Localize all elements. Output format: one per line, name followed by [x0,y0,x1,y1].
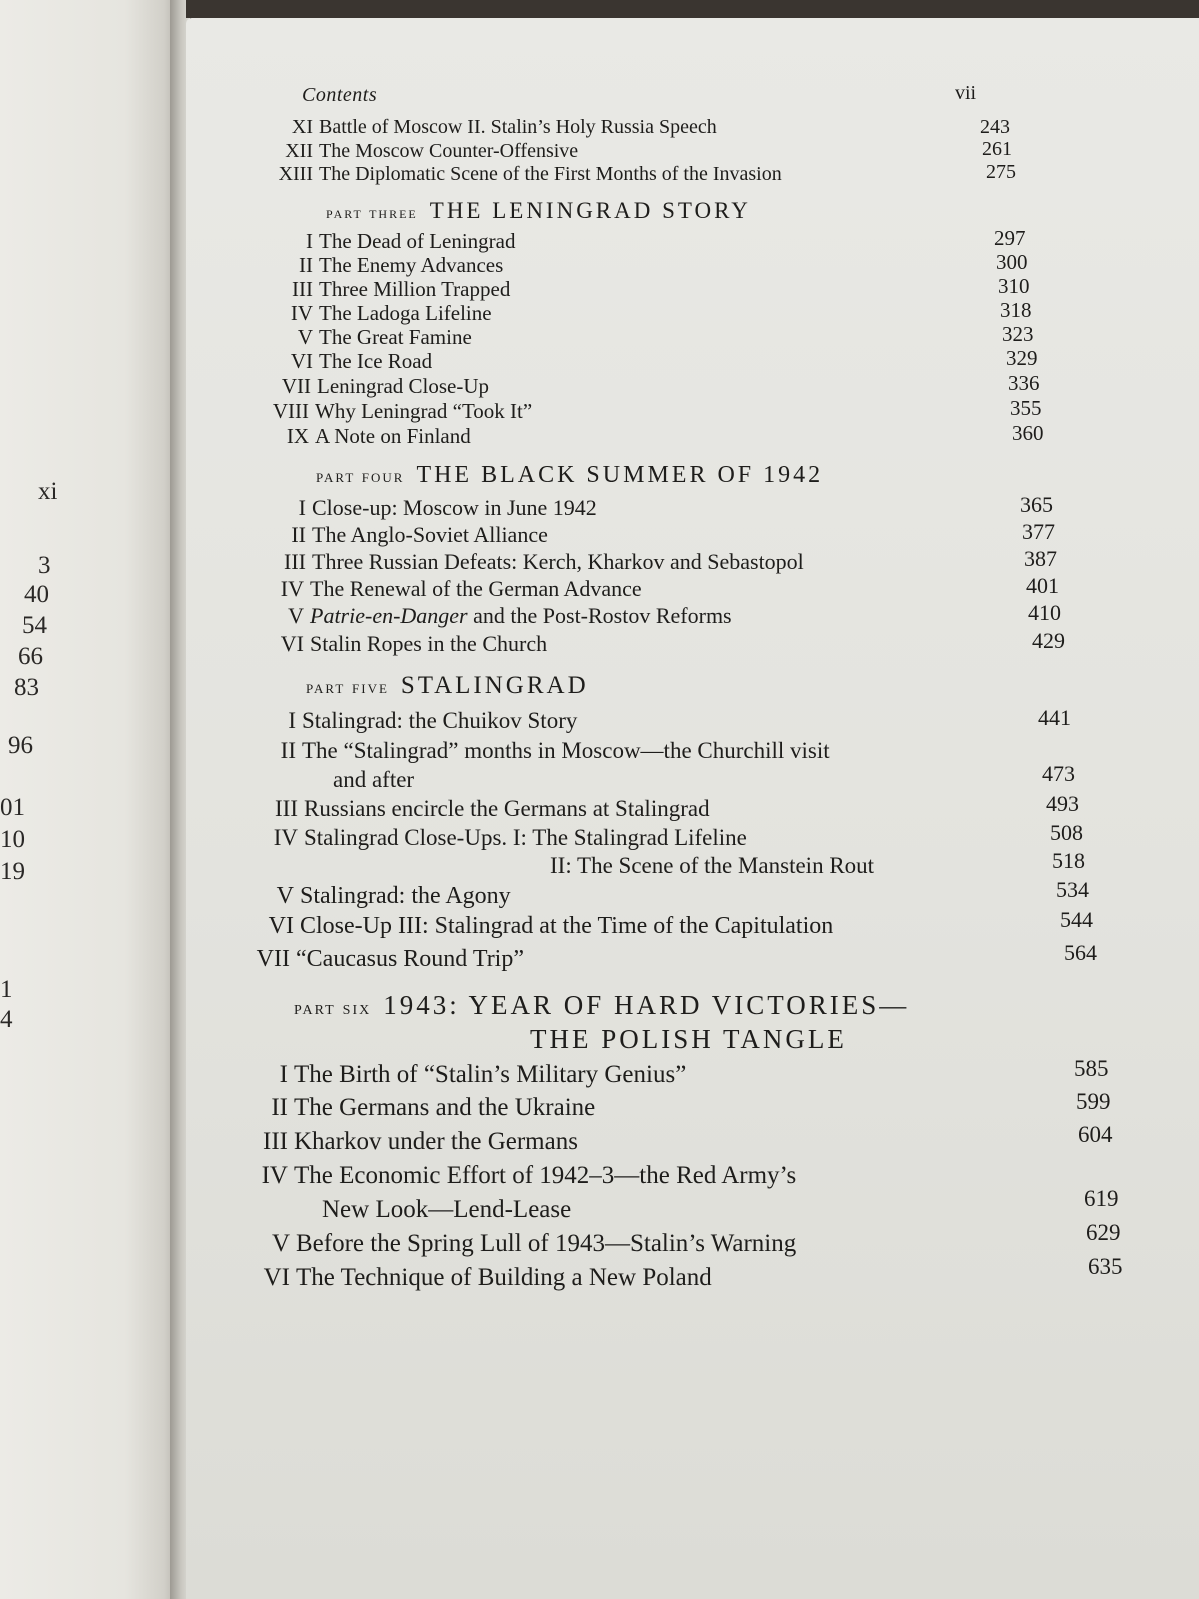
toc-page-number: 564 [1064,940,1097,965]
toc-page-number: 493 [1046,791,1079,816]
background-edge [186,0,1199,18]
left-page-number: 3 [38,552,51,579]
toc-page-number: 508 [1050,820,1083,845]
toc-page-number: 410 [1028,600,1061,625]
toc-page-number: 261 [982,138,1012,160]
toc-page-number: 473 [1042,761,1075,786]
left-page-number: 40 [24,581,49,608]
part-heading-line2: THE POLISH TANGLE [530,1024,847,1054]
toc-page-number: 336 [1008,371,1040,395]
toc-page-number: 604 [1078,1122,1113,1147]
toc-entry: VI Stalin Ropes in the Church [280,631,548,656]
toc-entry: IV The Ladoga Lifeline [290,301,492,325]
toc-entry: V Before the Spring Lull of 1943—Stalin’s Warning [271,1230,797,1257]
toc-entry: I The Dead of Leningrad [306,229,516,253]
toc-page-number: 355 [1010,396,1042,420]
toc-page-number: 377 [1022,519,1055,544]
toc-page-number: 635 [1088,1254,1123,1279]
left-page-number: 4 [0,1006,13,1033]
toc-entry: VI The Ice Road [290,349,433,373]
toc-page-number: 441 [1038,705,1071,730]
left-page-number: xi [38,478,58,505]
toc-page-number: 243 [980,116,1010,138]
left-page-number: 10 [0,826,25,853]
toc-entry: XIII The Diplomatic Scene of the First Months of the Invasion [278,163,782,185]
toc-entry-continuation: New Look—Lend-Lease [322,1196,572,1223]
toc-entry: IV Stalingrad Close-Ups. I: The Stalingrad Lifeline [273,825,747,850]
toc-entry: V Stalingrad: the Agony [276,883,511,909]
toc-entry-subsection: II: The Scene of the Manstein Rout [550,853,875,878]
left-page [0,0,178,1599]
left-page-number: 66 [18,643,43,670]
toc-entry: XI Battle of Moscow II. Stalin’s Holy Russia Speech [291,116,717,138]
toc-entry: VII Leningrad Close-Up [281,374,490,398]
toc-entry: III Three Russian Defeats: Kerch, Kharkov and Sebastopol [284,549,804,574]
toc-page-number: 387 [1024,546,1057,571]
contents-heading: Contents [302,84,378,106]
toc-page-number: 544 [1060,907,1093,932]
toc-entry: IX A Note on Finland [286,424,471,448]
toc-entry: III Kharkov under the Germans [263,1128,578,1155]
toc-page-number: 429 [1032,628,1065,653]
toc-page-number: 360 [1012,421,1044,445]
toc-page-number: 329 [1006,346,1038,370]
toc-entry: I The Birth of “Stalin’s Military Genius” [279,1061,687,1088]
toc-entry: I Close-up: Moscow in June 1942 [298,495,597,520]
toc-page-number: 599 [1076,1089,1111,1114]
toc-page-number: 534 [1056,877,1089,902]
toc-entry: VI The Technique of Building a New Poland [263,1264,712,1291]
toc-entry: II The “Stalingrad” months in Moscow—the Churchill visit [280,738,830,763]
left-page-number: 01 [0,794,25,821]
toc-page-number: 318 [1000,298,1032,322]
toc-page-number: 619 [1084,1186,1119,1211]
toc-page-number: 323 [1002,322,1034,346]
left-page-number: 54 [22,612,47,639]
part-heading: part four THE BLACK SUMMER OF 1942 [316,462,824,488]
toc-entry: III Russians encircle the Germans at Stalingrad [275,796,710,821]
toc-page-number: 629 [1086,1220,1121,1245]
toc-entry: V The Great Famine [297,325,472,349]
left-page-number: 1 [0,976,13,1003]
left-page-number: 96 [8,732,33,759]
toc-page-number: 365 [1020,492,1053,517]
toc-entry: XII The Moscow Counter-Offensive [285,140,579,162]
part-heading: part six 1943: YEAR OF HARD VICTORIES— [294,990,910,1020]
toc-page-number: 297 [994,226,1026,250]
toc-page-number: 275 [986,161,1016,183]
part-heading: part three THE LENINGRAD STORY [326,198,751,223]
toc-entry: I Stalingrad: the Chuikov Story [288,708,578,733]
toc-entry: VIII Why Leningrad “Took It” [272,399,533,423]
toc-entry: VII “Caucasus Round Trip” [256,946,524,972]
toc-page-number: 300 [996,250,1028,274]
toc-page-number: 310 [998,274,1030,298]
toc-page-number: 518 [1052,848,1085,873]
toc-entry: II The Germans and the Ukraine [271,1094,596,1121]
toc-entry: IV The Renewal of the German Advance [280,576,642,601]
toc-entry: II The Anglo-Soviet Alliance [291,522,548,547]
toc-page-number: 401 [1026,573,1059,598]
toc-entry-continuation: and after [333,767,415,792]
toc-page-number: 585 [1074,1056,1109,1081]
toc-entry: IV The Economic Effort of 1942–3—the Red Army’s [261,1162,797,1189]
toc-entry: V Patrie-en-Danger and the Post-Rostov Reforms [288,603,732,628]
left-page-number: 19 [0,858,25,885]
part-heading: part five STALINGRAD [306,672,589,699]
toc-entry: III Three Million Trapped [292,277,511,301]
left-page-number: 83 [14,674,39,701]
toc-entry: VI Close-Up III: Stalingrad at the Time of the Capitulation [268,913,834,939]
toc-entry: II The Enemy Advances [299,253,504,277]
header-page-number: vii [955,82,977,104]
